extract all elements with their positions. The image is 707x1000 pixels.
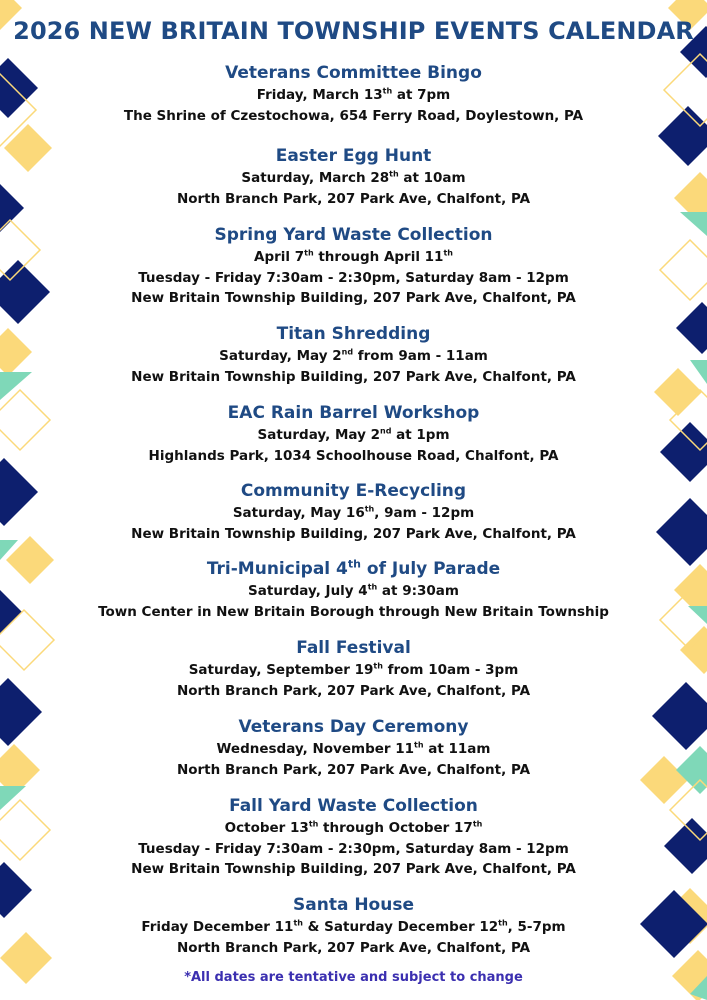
- event-date: April 7th through April 11th: [254, 248, 453, 265]
- ordinal-suffix: th: [472, 819, 483, 829]
- event-fall-festival: [60, 636, 647, 701]
- event-titan-shredding: [60, 322, 647, 387]
- event-location: Town Center in New Britain Borough through New Britain Township: [98, 603, 609, 620]
- event-location: New Britain Township Building, 207 Park Ave, Chalfont, PA: [131, 525, 576, 542]
- event-date: Saturday, September 19th from 10am - 3pm: [188, 661, 519, 678]
- event-location: North Branch Park, 207 Park Ave, Chalfont, PA: [176, 761, 531, 778]
- event-location: The Shrine of Czestochowa, 654 Ferry Road, Doylestown, PA: [123, 107, 584, 124]
- event-date: Saturday, May 16th, 9am - 12pm: [232, 504, 475, 521]
- event-location: New Britain Township Building, 207 Park Ave, Chalfont, PA: [131, 861, 576, 877]
- ordinal-suffix: th: [367, 582, 378, 592]
- event-location: Highlands Park, 1034 Schoolhouse Road, Chalfont, PA: [148, 447, 559, 464]
- event-name: Community E-Recycling: [240, 481, 467, 501]
- event-eac-rain-barrel-workshop: [60, 401, 647, 466]
- page-title: 2026 NEW BRITAIN TOWNSHIP EVENTS CALENDAR: [13, 17, 694, 45]
- event-date: Saturday, May 2nd from 9am - 11am: [219, 347, 488, 364]
- event-santa-house: [60, 893, 647, 958]
- ordinal-suffix: th: [443, 248, 453, 258]
- ordinal-suffix: th: [364, 504, 375, 514]
- event-date: Saturday, July 4th at 9:30am: [248, 582, 459, 599]
- event-location: New Britain Township Building, 207 Park Ave, Chalfont, PA: [131, 368, 576, 385]
- event-name: Veterans Day Ceremony: [238, 717, 469, 737]
- event-name: Fall Festival: [296, 638, 411, 658]
- ordinal-suffix: th: [304, 248, 314, 258]
- event-name: Spring Yard Waste Collection: [214, 225, 493, 245]
- event-date: October 13th through October 17th: [224, 819, 483, 836]
- event-date: Wednesday, November 11th at 11am: [216, 740, 491, 757]
- event-name: Tri-Municipal 4th of July Parade: [206, 557, 501, 579]
- event-spring-yard-waste-collection: [60, 223, 647, 309]
- event-veterans-day-ceremony: [60, 715, 647, 780]
- ordinal-suffix: th: [382, 86, 393, 96]
- ordinal-suffix: th: [373, 661, 383, 671]
- event-location: North Branch Park, 207 Park Ave, Chalfont, PA: [176, 190, 531, 207]
- event-fall-yard-waste-collection: [60, 794, 647, 880]
- event-date: Friday December 11th & Saturday December 12th, 5-7pm: [141, 918, 566, 935]
- event-name: Easter Egg Hunt: [275, 146, 432, 166]
- event-location: North Branch Park, 207 Park Ave, Chalfont, PA: [176, 939, 531, 956]
- event-date: Saturday, March 28th at 10am: [241, 169, 466, 186]
- ordinal-suffix: th: [498, 918, 508, 928]
- ordinal-suffix: nd: [380, 426, 392, 436]
- event-location: New Britain Township Building, 207 Park Ave, Chalfont, PA: [131, 290, 576, 306]
- event-hours: Tuesday - Friday 7:30am - 2:30pm, Saturday 8am - 12pm: [138, 840, 569, 857]
- event-name: Fall Yard Waste Collection: [229, 796, 478, 816]
- ordinal-suffix: th: [389, 169, 399, 179]
- event-name: Santa House: [293, 895, 414, 915]
- event-name: Veterans Committee Bingo: [225, 63, 482, 83]
- event-date: Saturday, May 2nd at 1pm: [257, 426, 450, 443]
- event-july-4th-parade: [60, 557, 647, 622]
- event-veterans-committee-bingo: [60, 61, 647, 126]
- ordinal-suffix: th: [347, 557, 361, 571]
- event-easter-egg-hunt: [60, 144, 647, 209]
- event-hours: Tuesday - Friday 7:30am - 2:30pm, Saturday 8am - 12pm: [138, 269, 569, 286]
- ordinal-suffix: th: [414, 740, 424, 750]
- event-location: North Branch Park, 207 Park Ave, Chalfont, PA: [176, 682, 531, 699]
- event-date: Friday, March 13th at 7pm: [256, 86, 451, 103]
- disclaimer-note: *All dates are tentative and subject to change: [184, 970, 523, 985]
- event-name: Titan Shredding: [276, 324, 431, 344]
- event-name: EAC Rain Barrel Workshop: [227, 403, 480, 423]
- ordinal-suffix: th: [308, 819, 319, 829]
- ordinal-suffix: nd: [341, 347, 354, 357]
- event-community-e-recycling: [60, 479, 647, 544]
- ordinal-suffix: th: [293, 918, 303, 928]
